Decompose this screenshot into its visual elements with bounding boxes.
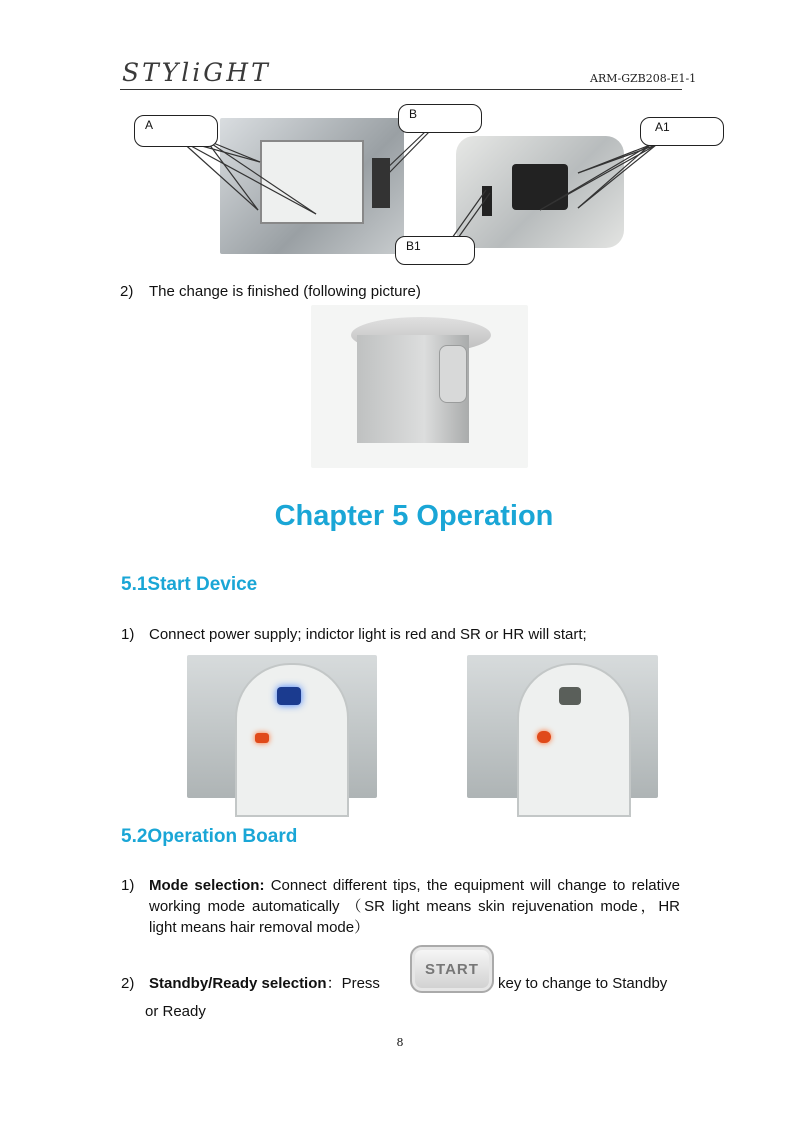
page-number: 8 <box>396 1036 404 1049</box>
item-standby-text <box>149 973 380 994</box>
start-key-icon: START <box>410 945 494 993</box>
callout-a: A <box>134 115 218 147</box>
step-number: 2) <box>120 283 134 300</box>
item-standby-continuation: or Ready <box>145 1003 206 1020</box>
item-bold-label: Mode selection: <box>149 877 265 894</box>
document-code: ARM-GZB208-E1-1 <box>590 72 697 85</box>
item-press-text: ：Press <box>326 975 380 992</box>
step-connect-power <box>121 624 587 645</box>
brand-logo: STYliGHT <box>122 58 271 87</box>
step-text: The change is finished (following picture) <box>149 283 421 300</box>
callout-b1: B1 <box>395 236 475 265</box>
section-heading-operation-board: 5.2Operation Board <box>121 826 298 847</box>
item-mode-selection <box>121 875 134 896</box>
step-change-finished <box>120 281 421 302</box>
item-standby-after-key: key to change to Standby <box>498 975 668 992</box>
item-number: 1) <box>121 877 135 894</box>
callout-b: B <box>398 104 482 133</box>
photo-change-finished <box>311 305 528 468</box>
item-bold-label: Standby/Ready selection <box>149 975 327 992</box>
section-heading-start-device: 5.1Start Device <box>121 574 258 595</box>
item-standby-number <box>121 973 134 994</box>
chapter-title: Chapter 5 Operation <box>274 500 554 532</box>
step-number: 1) <box>121 626 135 643</box>
photo-panel-sr <box>187 655 377 798</box>
photo-panel-hr <box>467 655 658 798</box>
item-description: Connect different tips, the equipment will change to relative working mode automatically （SR light means skin rejuvenation mode，HR light means hair removal mode） <box>149 877 680 936</box>
callout-a1: A1 <box>640 117 724 146</box>
step-text: Connect power supply; indictor light is red and SR or HR will start; <box>149 626 587 643</box>
item-number: 2) <box>121 975 135 992</box>
item-mode-selection-text <box>149 875 680 938</box>
